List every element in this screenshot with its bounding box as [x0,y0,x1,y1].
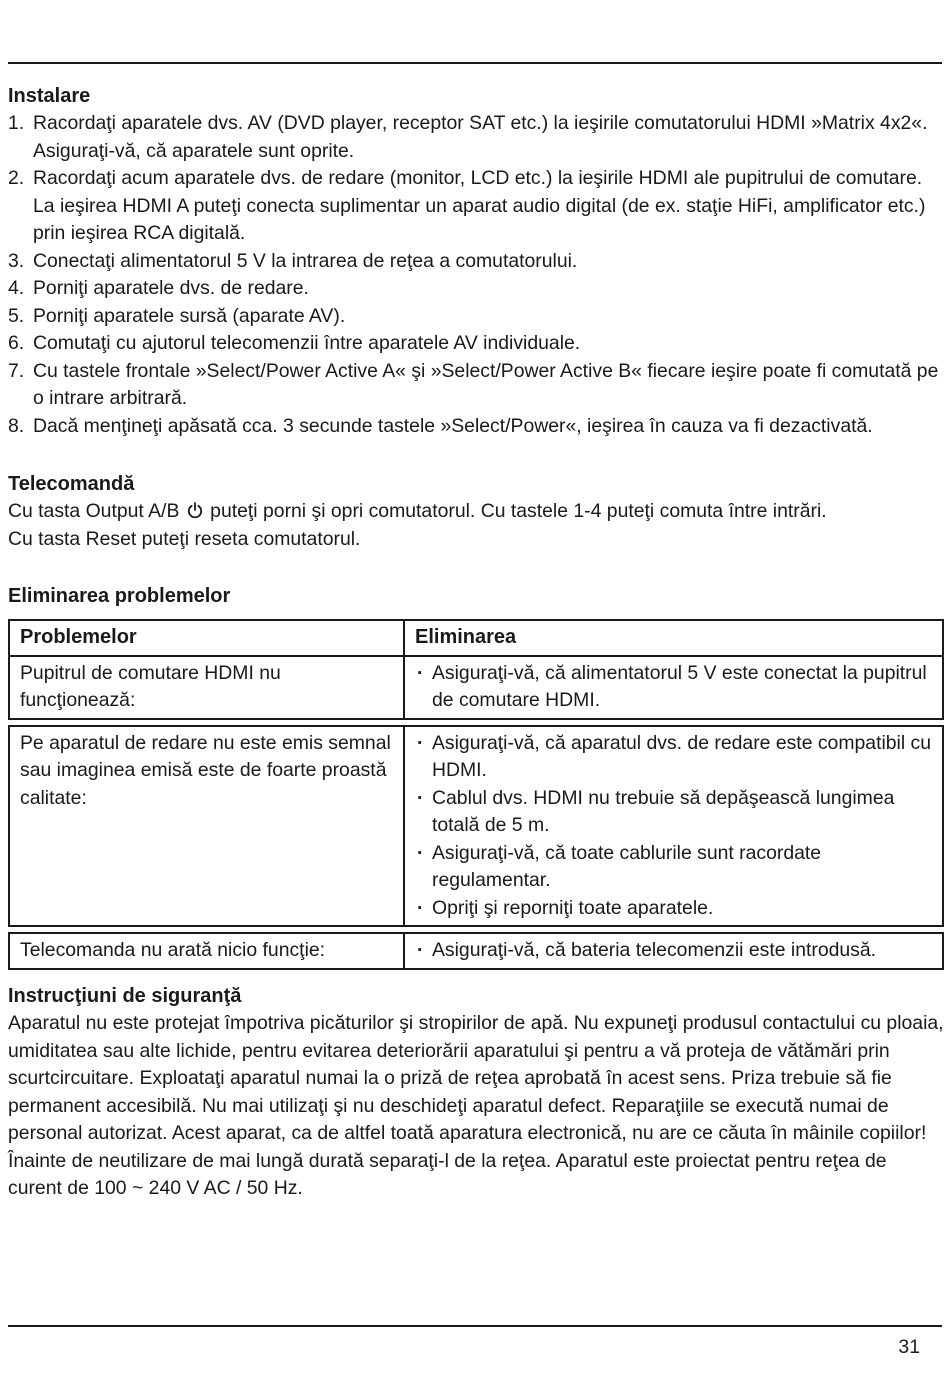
top-rule [8,62,942,64]
install-step [8,165,944,248]
solution-cell [404,726,943,927]
step-number: 1. [8,112,25,134]
solution-cell [404,656,943,719]
problem-cell: Pupitrul de comutare HDMI nu funcţionează: [9,656,404,719]
step-text: Porniţi aparatele dvs. de redare. [33,277,309,299]
safety-text: Aparatul nu este protejat împotriva picăturilor şi stropirilor de apă. Nu expuneţi produsul contactului cu ploaia, umiditatea sau alte lichide, pentru evitarea deteriorării aparatului şi pentru a vă proteja de vătămări prin scurtcircuitare. Exploataţi aparatul numai la o priză de reţea aprobată în acest sens. Priza trebuie să fie permanent accesibilă. Nu mai utilizaţi şi nu deschideţi aparatul defect. Reparaţiile se execută numai de personal autorizat. Acest aparat, ca de altfel toată aparatura electronică, nu are ce căuta în mâinile copiilor! Înainte de neutilizare de mai lungă durată separaţi-l de la reţea. Aparatul este proiectat pentru reţea de curent de 100 ~ 240 V AC / 50 Hz. [8,1012,944,1199]
install-step [8,413,944,441]
step-number: 4. [8,277,25,299]
problem-cell: Telecomanda nu arată nicio funcţie: [9,933,404,969]
safety-title: Instrucţiuni de siguranţă [8,985,242,1007]
bottom-rule [8,1325,942,1327]
table-row [9,656,943,719]
row-gap [9,719,943,726]
remote-line-1 [8,498,944,526]
solution-item: · Cablul dvs. HDMI nu trebuie să depăşească lungimea totală de 5 m. [415,785,932,840]
row-gap-cell [9,926,943,933]
remote-line-2: Cu tasta Reset puteţi reseta comutatorul. [8,527,361,550]
troubleshooting-heading-block [8,583,944,610]
troubleshooting-title: Eliminarea problemelor [8,585,231,607]
step-number: 7. [8,359,25,382]
remote-section [8,471,944,553]
step-number: 2. [8,167,25,189]
power-icon [187,502,203,519]
solution-item: · Asiguraţi-vă, că aparatul dvs. de redare este compatibil cu HDMI. [415,730,932,785]
step-text: Comutaţi cu ajutorul telecomenzii între aparatele AV individuale. [33,332,581,354]
row-gap-cell [9,719,943,726]
column-header-solution: Eliminarea [404,620,943,656]
solution-list [415,730,932,923]
install-steps [8,110,944,440]
step-text: Cu tastele frontale »Select/Power Active A« şi »Select/Power Active B« fiecare ieşire poate fi comutată pe o intrare arbitrară. [33,359,939,409]
install-step [8,110,944,165]
step-number: 8. [8,414,25,437]
step-text: Racordaţi aparatele dvs. AV (DVD player, receptor SAT etc.) la ieşirile comutatorului HDMI »Matrix 4x2«. Asiguraţi-vă, că aparatele sunt oprite. [33,112,928,162]
solution-list [415,937,932,965]
install-step [8,303,944,331]
problem-cell: Pe aparatul de redare nu este emis semnal sau imaginea emisă este de foarte proastă calitate: [9,726,404,927]
remote-title: Telecomandă [8,473,135,495]
troubleshooting-table [8,619,944,970]
install-step [8,248,944,276]
step-number: 3. [8,249,25,272]
table-row [9,726,943,927]
column-header-problem: Problemelor [9,620,404,656]
install-step [8,358,944,413]
install-step [8,275,944,303]
table-header-row [9,620,943,656]
table-row [9,933,943,969]
solution-list [415,660,932,715]
step-text: Dacă menţineţi apăsată cca. 3 secunde tastele »Select/Power«, ieşirea în cauza va fi dezactivată. [33,414,873,437]
solution-item: · Asiguraţi-vă, că toate cablurile sunt racordate regulamentar. [415,840,932,895]
install-section [8,83,944,440]
row-gap [9,926,943,933]
step-text: Porniţi aparatele sursă (aparate AV). [33,304,346,327]
remote-line-1-end: puteţi porni şi opri comutatorul. Cu tastele 1-4 puteţi comuta între intrări. [210,500,827,522]
solution-item: · Asiguraţi-vă, că alimentatorul 5 V este conectat la pupitrul de comutare HDMI. [415,660,932,715]
solution-cell [404,933,943,969]
install-title: Instalare [8,85,91,107]
install-step [8,330,944,358]
safety-section [8,983,944,1203]
step-number: 5. [8,304,25,327]
step-number: 6. [8,332,25,354]
solution-item: · Opriţi şi reporniţi toate aparatele. [415,895,932,923]
remote-line-1-start: Cu tasta Output A/B [8,500,180,522]
page-number: 31 [898,1336,920,1358]
solution-item: · Asiguraţi-vă, că bateria telecomenzii este introdusă. [415,937,932,965]
step-text: Conectaţi alimentatorul 5 V la intrarea de reţea a comutatorului. [33,249,578,272]
step-text: Racordaţi acum aparatele dvs. de redare (monitor, LCD etc.) la ieşirile HDMI ale pupitrului de comutare. La ieşirea HDMI A puteţi conecta suplimentar un aparat audio digital (de ex. staţie HiFi, amplificator etc.) prin ieşirea RCA digitală. [33,167,926,244]
